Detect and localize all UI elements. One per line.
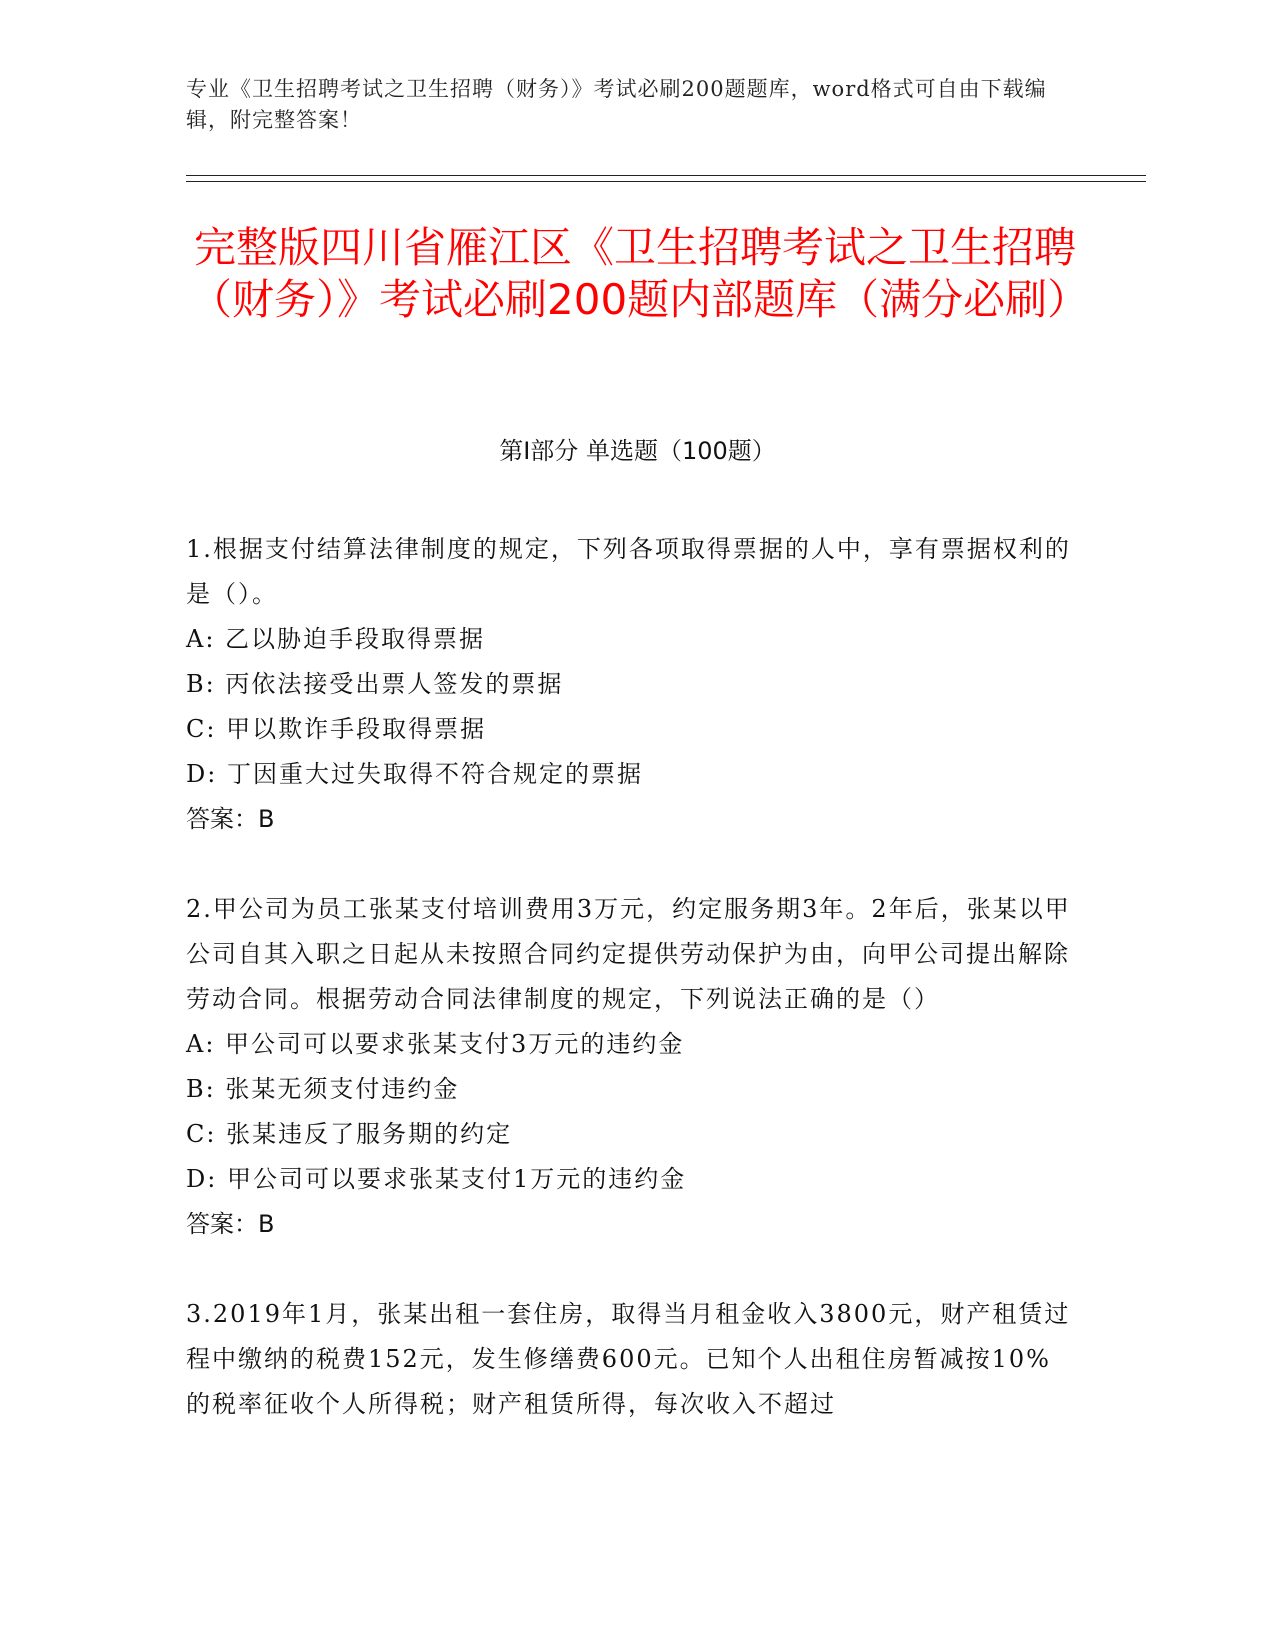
answer-line: 答案：B <box>186 1210 275 1238</box>
question-spacer <box>186 1247 1071 1292</box>
question-list <box>186 527 1071 1427</box>
option-b: B: 张某无须支付违约金 <box>186 1075 460 1103</box>
option-c: C: 张某违反了服务期的约定 <box>186 1120 513 1148</box>
option-d: D: 甲公司可以要求张某支付1万元的违约金 <box>186 1165 687 1193</box>
question-1 <box>186 527 1071 842</box>
section-heading: 第I部分 单选题（100题） <box>499 437 776 465</box>
intro-text: 专业《卫生招聘考试之卫生招聘（财务）》考试必刷200题题库，word格式可自由下载编辑，附完整答案！ <box>186 77 1047 132</box>
question-3 <box>186 1292 1071 1427</box>
header-divider-bottom <box>186 181 1146 182</box>
option-b: B: 丙依法接受出票人签发的票据 <box>186 670 564 698</box>
document-title: 完整版四川省雁江区《卫生招聘考试之卫生招聘（财务）》考试必刷200题内部题库（满分必刷） <box>190 223 1090 324</box>
option-d: D: 丁因重大过失取得不符合规定的票据 <box>186 760 643 788</box>
question-stem: 1.根据支付结算法律制度的规定，下列各项取得票据的人中，享有票据权利的是（）。 <box>186 535 1071 608</box>
option-c: C: 甲以欺诈手段取得票据 <box>186 715 487 743</box>
header-divider-top <box>186 175 1146 176</box>
question-spacer <box>186 842 1071 887</box>
question-stem: 2.甲公司为员工张某支付培训费用3万元，约定服务期3年。2年后，张某以甲公司自其入职之日起从未按照合同约定提供劳动保护为由，向甲公司提出解除劳动合同。根据劳动合同法律制度的规定，下列说法正确的是（） <box>186 895 1071 1013</box>
answer-line: 答案：B <box>186 805 275 833</box>
option-a: A: 乙以胁迫手段取得票据 <box>186 625 486 653</box>
question-stem: 3.2019年1月，张某出租一套住房，取得当月租金收入3800元，财产租赁过程中缴纳的税费152元，发生修缮费600元。已知个人出租住房暂减按10%的税率征收个人所得税；财产租赁所得，每次收入不超过 <box>186 1300 1071 1418</box>
option-a: A: 甲公司可以要求张某支付3万元的违约金 <box>186 1030 685 1058</box>
question-2 <box>186 887 1071 1247</box>
